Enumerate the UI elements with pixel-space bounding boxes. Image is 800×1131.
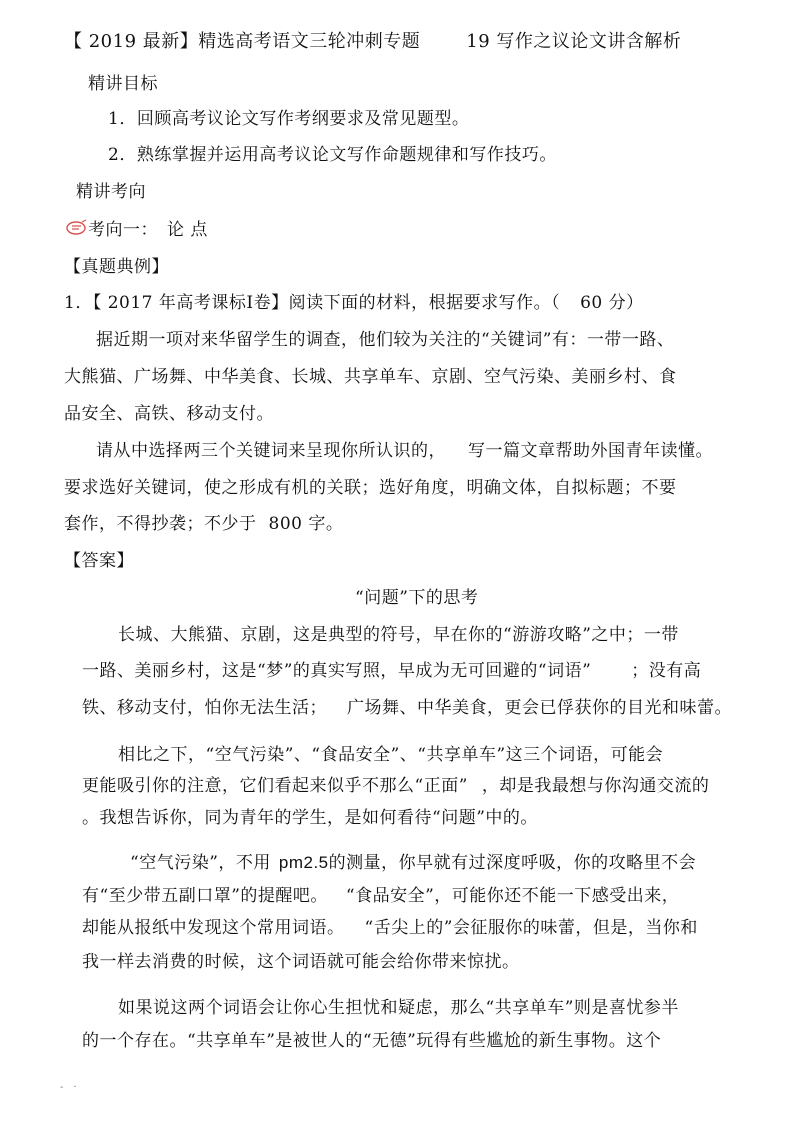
essay-p1-line2: 一路、美丽乡村，这是“梦”的真实写照，早成为无可回避的“词语” ；没有高 bbox=[82, 661, 702, 681]
goal-item-1: 1．回顾高考议论文写作考纲要求及常见题型。 bbox=[108, 109, 470, 129]
examples-heading: 【真题典例】 bbox=[64, 257, 169, 277]
essay-p3-line2: 有“至少带五副口罩”的提醒吧。 “食品安全”，可能你还不能一下感受出来， bbox=[82, 886, 680, 906]
essay-p2-line3: 。我想告诉你，同为青年的学生，是如何看待“问题”中的。 bbox=[82, 808, 538, 828]
material-line-2: 大熊猫、广场舞、中华美食、长城、共享单车、京剧、空气污染、美丽乡村、食 bbox=[64, 367, 677, 387]
requirement-line-1: 请从中选择两三个关键词来呈现你所认识的， 写一篇文章帮助外国青年读懂。 bbox=[96, 441, 713, 461]
goal-heading: 精讲目标 bbox=[88, 74, 158, 94]
title-topic: 19 写作之议论文讲含解析 bbox=[466, 31, 682, 52]
essay-p2-line1: 相比之下，“空气污染”、“食品安全”、“共享单车”这三个词语，可能会 bbox=[118, 745, 664, 765]
essay-p4-line1: 如果说这两个词语会让你心生担忧和疑虑，那么“共享单车”则是喜忧参半 bbox=[118, 998, 679, 1018]
essay-p3-line4: 我一样去消费的时候，这个词语就可能会给你带来惊扰。 bbox=[82, 952, 520, 972]
essay-p3-line3: 却能从报纸中发现这个常用词语。 “舌尖上的”会征服你的味蕾，但是，当你和 bbox=[82, 918, 698, 938]
essay-p3-line1: “空气污染”，不用 pm2.5的测量，你早就有过深度呼吸，你的攻略里不会 bbox=[130, 853, 697, 873]
direction-heading: 精讲考向 bbox=[76, 182, 146, 202]
page-footer-mark: - · bbox=[60, 1082, 77, 1093]
material-line-1: 据近期一项对来华留学生的调查，他们较为关注的“关键词”有：一带一路、 bbox=[96, 330, 675, 350]
essay-p1-line1: 长城、大熊猫、京剧，这是典型的符号，早在你的“游游攻略”之中；一带 bbox=[118, 625, 679, 645]
title-main: 【 2019 最新】精选高考语文三轮冲刺专题 bbox=[64, 31, 421, 52]
essay-p2-line2: 更能吸引你的注意，它们看起来似乎不那么“正面” ，却是我最想与你沟通交流的 bbox=[82, 776, 710, 796]
direction-item-1: 考向一： 论 点 bbox=[88, 220, 208, 240]
essay-title: “问题”下的思考 bbox=[355, 588, 479, 608]
essay-p4-line2: 的一个存在。“共享单车”是被世人的“无德”玩得有些尴尬的新生事物。这个 bbox=[82, 1031, 662, 1051]
requirement-line-3: 套作，不得抄袭；不少于 800 字。 bbox=[64, 514, 344, 534]
material-line-3: 品安全、高铁、移动支付。 bbox=[64, 404, 274, 424]
question-line: 1．【 2017 年高考课标Ⅰ卷】阅读下面的材料，根据要求写作。（ 60 分） bbox=[64, 293, 644, 313]
pencil-icon bbox=[66, 219, 88, 237]
goal-item-2: 2．熟练掌握并运用高考议论文写作命题规律和写作技巧。 bbox=[108, 145, 557, 165]
doc-title bbox=[64, 31, 681, 53]
requirement-line-2: 要求选好关键词，使之形成有机的关联；选好角度，明确文体，自拟标题；不要 bbox=[64, 478, 677, 498]
essay-p1-line3: 铁、移动支付，怕你无法生活； 广场舞、中华美食，更会已俘获你的目光和味蕾。 bbox=[82, 698, 732, 718]
answer-heading: 【答案】 bbox=[64, 551, 134, 571]
